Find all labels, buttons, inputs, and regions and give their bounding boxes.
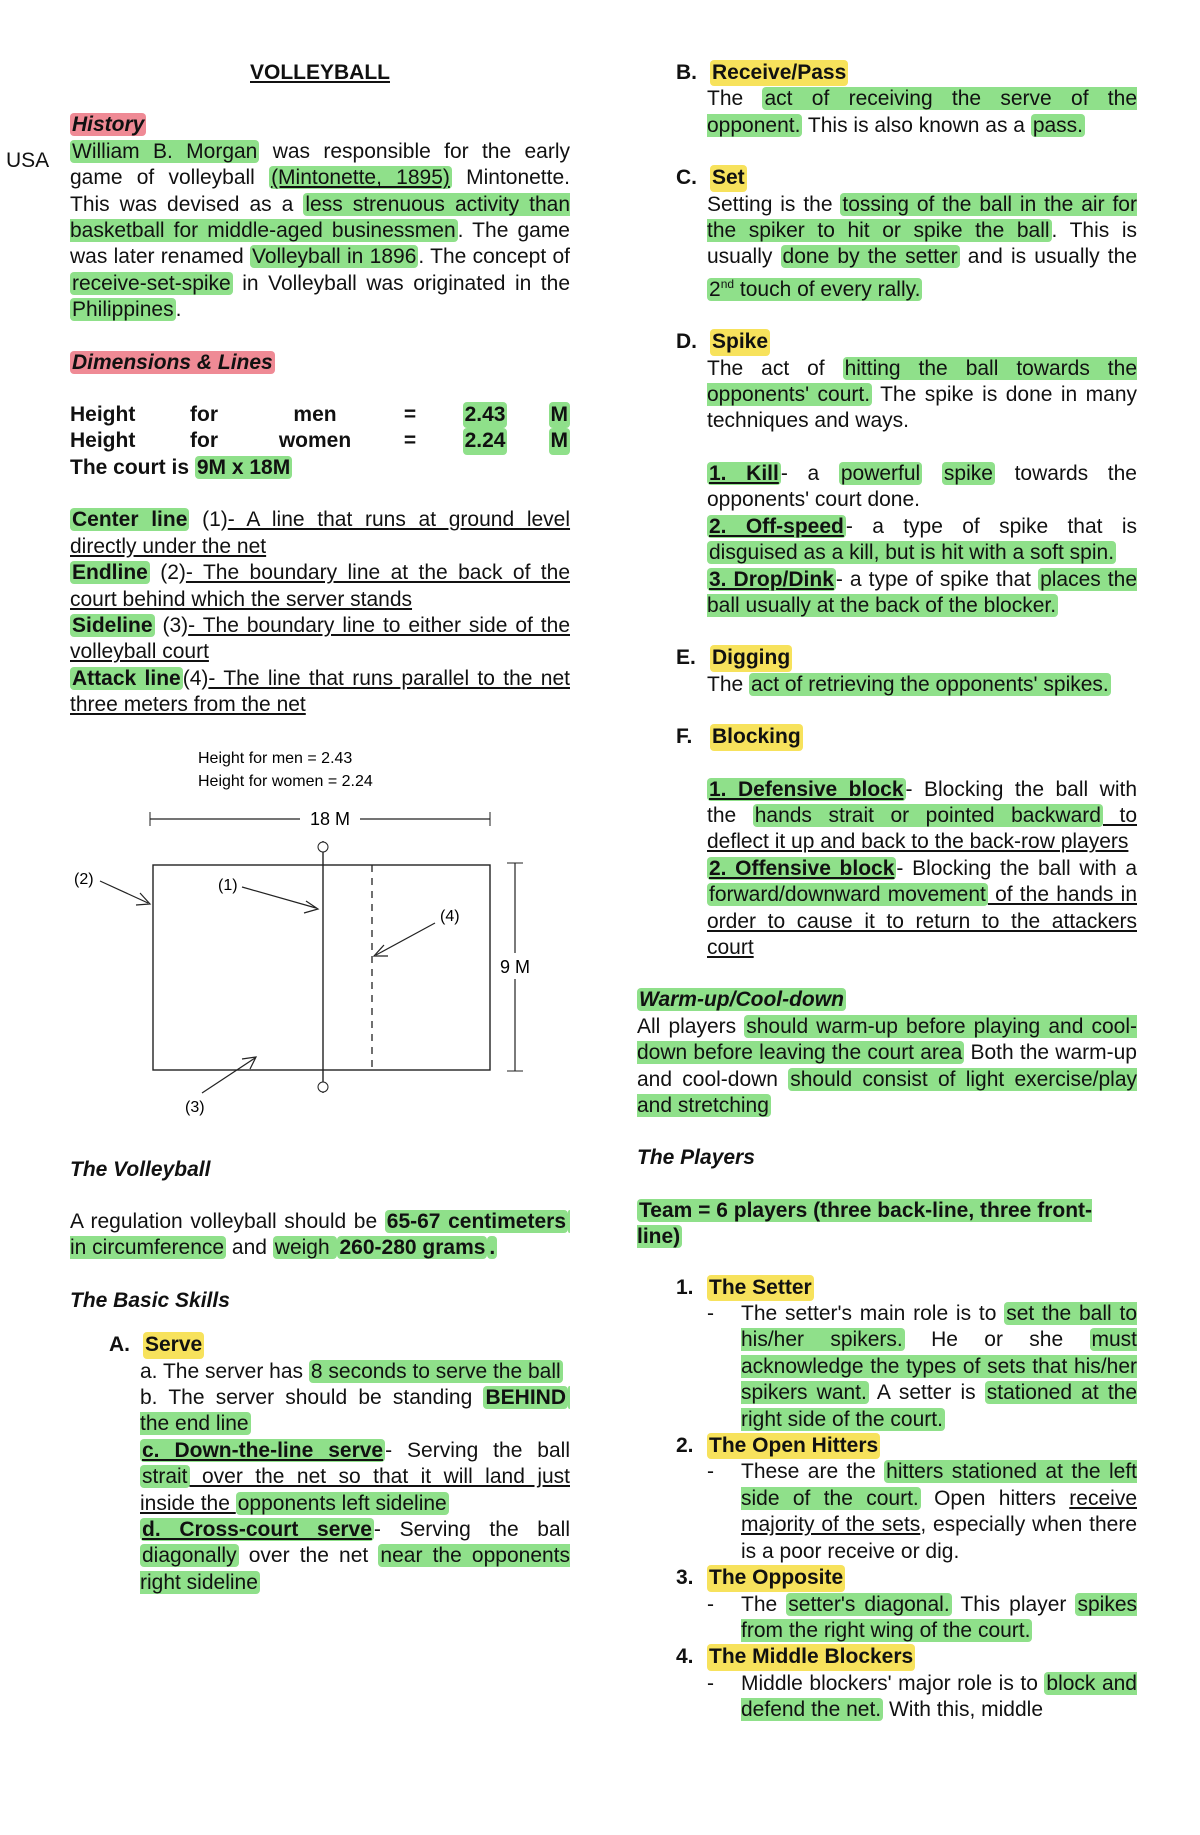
diagram-length-label: 18 M bbox=[309, 808, 351, 829]
volleyball-paragraph: A regulation volleyball should be 65-67 centimeters in circumference and weigh 260-280 grams . bbox=[70, 1209, 570, 1262]
diagram-label-4: (4) bbox=[440, 907, 460, 925]
warmup-text: All players should warm-up before playing and cool-down before leaving the court area Both the warm-up and cool-down should consist of light exercise/play and stretching bbox=[637, 1014, 1137, 1117]
player-middle-blockers: 4. The Middle Blockers - Middle blockers' major role is to block and defend the net. With this, middle bbox=[676, 1645, 1137, 1722]
line-side: Sideline (3)- The boundary line to either side of the volleyball court bbox=[70, 613, 570, 664]
height-row-men: Height for men = 2.43 M bbox=[70, 402, 570, 428]
serve-b: b. The server should be standing BEHIND the end line bbox=[140, 1385, 570, 1438]
spike-drop: 3. Drop/Dink- a type of spike that places the ball usually at the back of the blocker. bbox=[707, 567, 1137, 617]
set-heading: C. Set bbox=[676, 165, 1137, 191]
spike-offspeed: 2. Off-speed- a type of spike that is disguised as a kill, but is hit with a soft spin. bbox=[709, 514, 1138, 565]
volleyball-heading: The Volleyball bbox=[70, 1157, 211, 1181]
warmup-heading: Warm-up/Cool-down bbox=[639, 988, 844, 1012]
diagram-height-men: Height for men = 2.43 bbox=[198, 749, 353, 767]
player-opposite: 3. The Opposite - The setter's diagonal. This player spikes from the right wing of the court. bbox=[676, 1566, 1137, 1642]
team-line: Team = 6 players (three back-line, three front-line) bbox=[637, 1198, 1093, 1249]
set-text: Setting is the tossing of the ball in the air for the spiker to hit or spike the ball. This is usually done by the setter and is usually the 2nd touch of every rally. bbox=[707, 192, 1137, 301]
serve-section bbox=[109, 1332, 571, 1596]
player-open-hitters: 2. The Open Hitters - These are the hitters stationed at the left side of the court. Open hitters receive majority of the sets, especially when there is a poor receive or dig. bbox=[676, 1434, 1138, 1563]
diagram-label-3: (3) bbox=[185, 1098, 205, 1116]
left-column bbox=[70, 60, 570, 1596]
blocking-section bbox=[676, 724, 1138, 961]
receive-section bbox=[676, 60, 1138, 139]
blocking-defensive: 1. Defensive block- Blocking the ball with the hands strait or pointed backward to deflect it up and back to the back-row players bbox=[707, 777, 1138, 854]
line-attack: Attack line(4)- The line that runs parallel to the net three meters from the net bbox=[70, 666, 570, 717]
height-row-women: Height for women = 2.24 M bbox=[70, 428, 570, 454]
blocking-heading: F. Blocking bbox=[676, 724, 1137, 750]
receive-text: The act of receiving the serve of the opponent. This is also known as a pass. bbox=[707, 87, 1138, 137]
digging-text: The act of retrieving the opponents' spikes. bbox=[707, 672, 1109, 696]
spike-heading: D. Spike bbox=[676, 329, 1137, 355]
right-column bbox=[637, 60, 1137, 1724]
serve-c: c. Down-the-line serve- Serving the ball strait over the net so that it will land just inside the opponents left sideline bbox=[140, 1438, 571, 1515]
dimensions-heading: Dimensions & Lines bbox=[72, 350, 273, 374]
blocking-offensive: 2. Offensive block- Blocking the ball with a forward/downward movement of the hands in order to cause it to return to the attackers court bbox=[707, 856, 1138, 959]
diagram-width-label: 9 M bbox=[499, 956, 531, 977]
diagram-label-2: (2) bbox=[74, 870, 94, 888]
page-title: VOLLEYBALL bbox=[250, 61, 390, 84]
basic-skills-heading: The Basic Skills bbox=[70, 1288, 230, 1312]
height-table bbox=[70, 402, 570, 481]
digging-section bbox=[676, 645, 1137, 698]
history-paragraph: William B. Morgan was responsible for the early game of volleyball (Mintonette, 1895) Mintonette. This was devised as a less strenuous activity than basketball for middle-aged businessmen. The game was later renamed Volleyball in 1896. The concept of receive-set-spike in Volleyball was originated in the Philippines. bbox=[70, 139, 571, 322]
diagram-height-women: Height for women = 2.24 bbox=[198, 772, 373, 790]
court-outline bbox=[153, 865, 490, 1070]
players-list bbox=[676, 1275, 1138, 1724]
receive-heading: B. Receive/Pass bbox=[676, 60, 1137, 86]
court-diagram bbox=[70, 733, 570, 1153]
serve-a: a. The server has 8 seconds to serve the ball bbox=[140, 1359, 561, 1383]
line-end: Endline (2)- The boundary line at the back of the court behind which the server stands bbox=[70, 561, 570, 611]
players-heading: The Players bbox=[637, 1146, 755, 1170]
court-size: The court is 9M x 18M bbox=[70, 455, 291, 479]
diagram-label-1: (1) bbox=[218, 876, 238, 894]
digging-heading: E. Digging bbox=[676, 645, 1137, 671]
spike-kill: 1. Kill- a powerful spike towards the opponents' court done. bbox=[707, 461, 1137, 512]
line-center: Center line (1)- A line that runs at ground level directly under the net bbox=[70, 508, 571, 558]
spike-section bbox=[676, 329, 1138, 619]
spike-text: The act of hitting the ball towards the opponents' court. The spike is done in many techniques and ways. bbox=[707, 356, 1137, 433]
serve-d: d. Cross-court serve- Serving the ball diagonally over the net near the opponents right sideline bbox=[140, 1518, 571, 1594]
history-heading: History bbox=[72, 113, 145, 137]
set-section bbox=[676, 165, 1137, 303]
player-setter: 1. The Setter - The setter's main role is to set the ball to his/her spikers. He or she must acknowledge the types of sets that his/her spikers want. A setter is stationed at the right side of the court. bbox=[676, 1275, 1138, 1431]
serve-heading: A. Serve bbox=[109, 1332, 570, 1358]
lines-list bbox=[70, 507, 570, 718]
usa-margin-note: USA bbox=[6, 149, 50, 172]
